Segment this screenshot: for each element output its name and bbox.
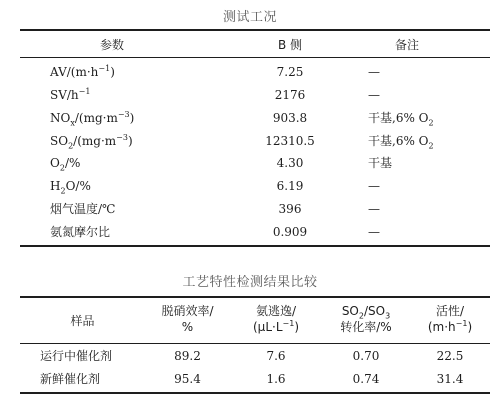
table2-top-rule bbox=[20, 296, 490, 298]
table1-row-param: 氨氮摩尔比 bbox=[50, 225, 111, 239]
table1-row-value: 7.25 bbox=[276, 65, 304, 79]
table1-row-param: $SV/h^{-1}$ bbox=[50, 87, 91, 102]
table2-row-sample: 运行中催化剂 bbox=[40, 349, 113, 363]
table2-row-so-conversion: 0.74 bbox=[352, 372, 380, 386]
table1-row-param: $SO_2/(mg\cdot m^{-3})$ bbox=[50, 133, 133, 151]
table1-row-remark: — bbox=[368, 225, 380, 239]
table2-row-denox: 95.4 bbox=[174, 372, 201, 386]
table1-title: 测试工况 bbox=[222, 10, 277, 25]
table1-top-rule bbox=[20, 29, 490, 31]
table1-header-remark: 备注 bbox=[395, 38, 420, 52]
table1-row-remark: 干基,6% $O_2$ bbox=[368, 134, 434, 151]
table2-row-slip: 1.6 bbox=[266, 372, 286, 386]
table2-header-ammonia-slip: 氨逃逸/ $(\mu L\cdot L^{-1})$ bbox=[253, 304, 299, 334]
table2-header-sample: 样品 bbox=[70, 314, 95, 328]
table1-row-remark: — bbox=[368, 65, 380, 79]
table1-header-param: 参数 bbox=[100, 38, 125, 52]
table2-row-so-conversion: 0.70 bbox=[352, 349, 380, 363]
table1-row-remark: — bbox=[368, 202, 380, 216]
table2-header-denox: 脱硝效率/ % bbox=[161, 304, 214, 334]
table1-row-param: $NO_x/(mg\cdot m^{-3})$ bbox=[50, 110, 135, 128]
table2-row-activity: 31.4 bbox=[436, 372, 464, 386]
table1-row-param: $AV/(m\cdot h^{-1})$ bbox=[50, 64, 115, 79]
table1-row-remark: 干基 bbox=[368, 156, 393, 170]
table2-header-activity: 活性/ $(m\cdot h^{-1})$ bbox=[427, 304, 473, 334]
table1-row-value: 4.30 bbox=[276, 156, 304, 170]
table1-row-param: $O_2/\%$ bbox=[50, 156, 81, 173]
table1-row-value: 396 bbox=[278, 202, 302, 216]
table1-row-remark: 干基,6% $O_2$ bbox=[368, 111, 434, 128]
table2-bottom-rule bbox=[20, 392, 490, 394]
table1-row-value: 0.909 bbox=[272, 225, 308, 239]
table1-row-param: 烟气温度/℃ bbox=[50, 202, 116, 216]
table2-row-sample: 新鲜催化剂 bbox=[40, 372, 101, 386]
table1-row-value: 903.8 bbox=[272, 111, 308, 125]
table2-header-so2-conversion: $SO_2/SO_3$ 转化率/% bbox=[340, 304, 392, 334]
table1-row-remark: — bbox=[368, 88, 380, 102]
table2-row-slip: 7.6 bbox=[266, 349, 286, 363]
table1-row-param: $H_2O/\%$ bbox=[50, 179, 91, 196]
table2-row-denox: 89.2 bbox=[174, 349, 201, 363]
table1-row-remark: — bbox=[368, 179, 380, 193]
table2-title: 工艺特性检测结果比较 bbox=[182, 275, 318, 290]
table2-header-rule bbox=[20, 343, 490, 344]
table1-row-value: 12310.5 bbox=[265, 134, 315, 148]
table1-header-value: B 侧 bbox=[277, 38, 303, 52]
table1-row-value: 2176 bbox=[274, 88, 306, 102]
table2-row-activity: 22.5 bbox=[436, 349, 464, 363]
table1-header-rule bbox=[20, 57, 490, 58]
table1-row-value: 6.19 bbox=[276, 179, 304, 193]
table1-bottom-rule bbox=[20, 245, 490, 247]
